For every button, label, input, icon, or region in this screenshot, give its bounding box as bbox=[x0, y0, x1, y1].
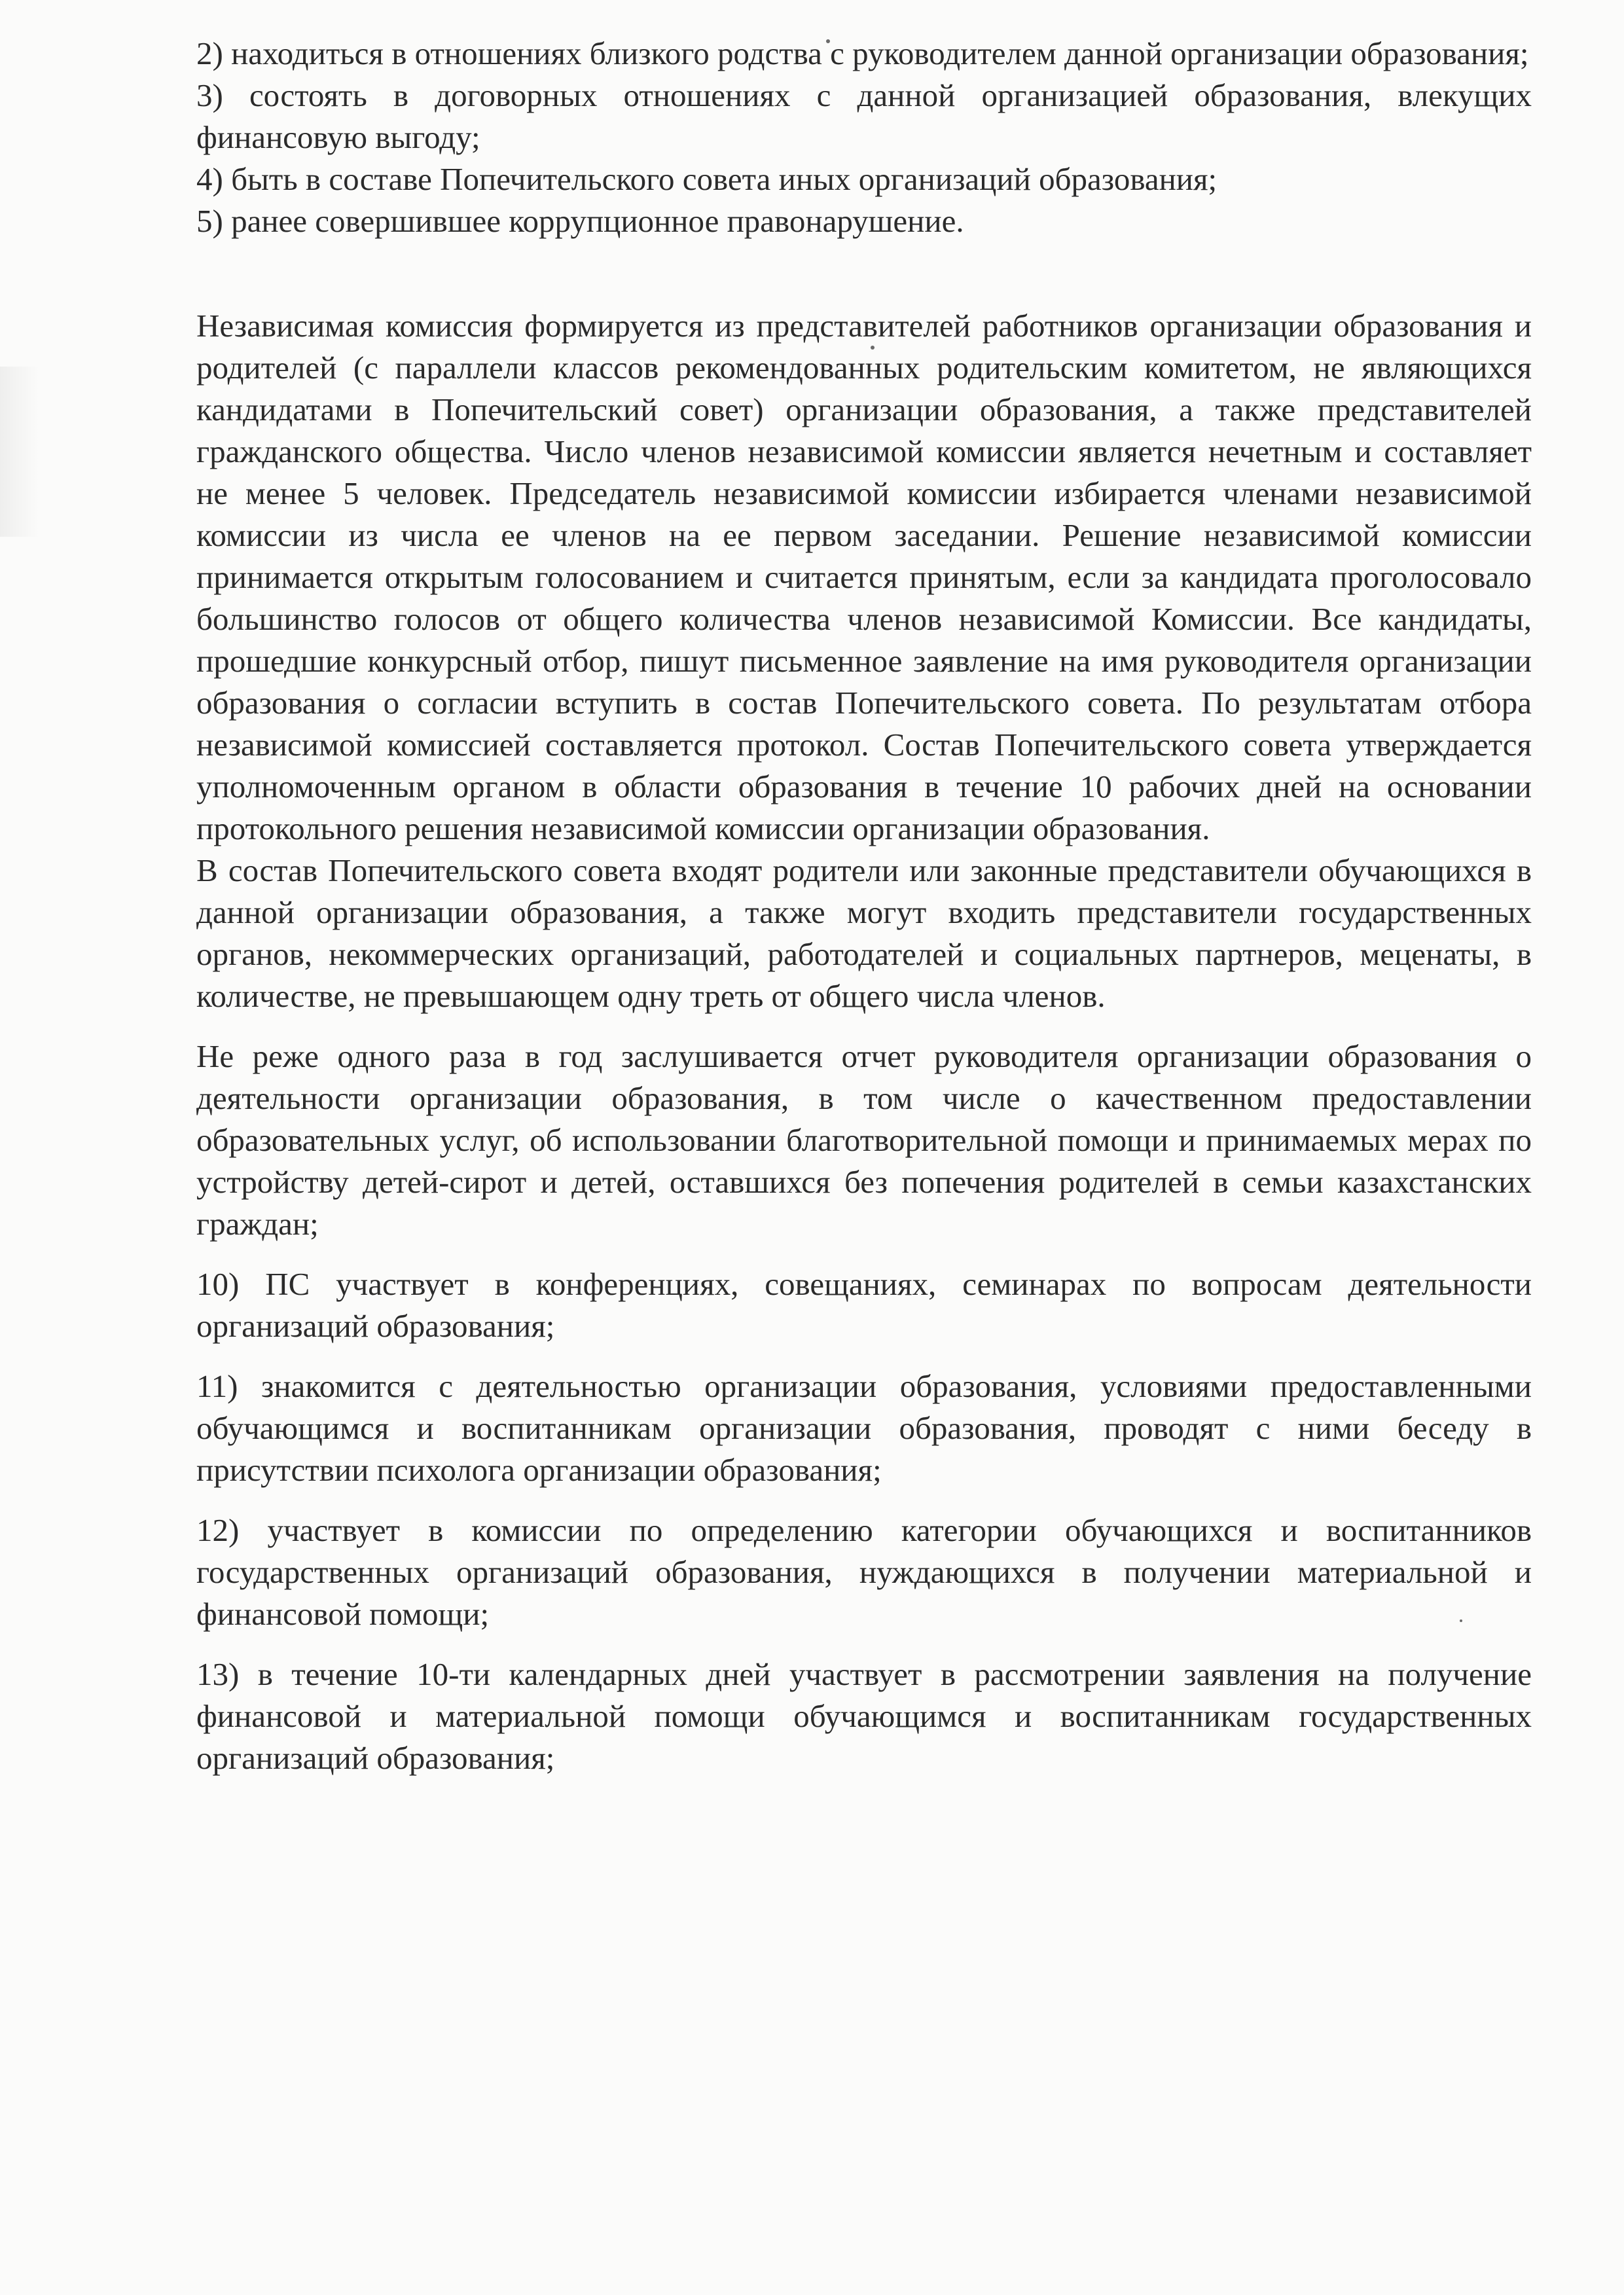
list-item-5: 5) ранее совершившее коррупционное правонарушение. bbox=[196, 203, 964, 239]
list-item-12: 12) участвует в комиссии по определению категории обучающихся и воспитанников государственных организаций образования, нуждающихся в получении материальной и финансовой помощи; bbox=[196, 1512, 1532, 1632]
paragraph-independent-commission: Независимая комиссия формируется из представителей работников организации образования и родителей (с параллели классов рекомендованных родительским комитетом, не являющихся кандидатами в Попечительский совет) организации образования, а также представителей гражданского общества. Число членов независимой комиссии является нечетным и составляет не менее 5 человек. Председатель независимой комиссии избирается членами независимой комиссии из числа ее членов на ее первом заседании. Решение независимой комиссии принимается открытым голосованием и считается принятым, если за кандидата проголосовало большинство голосов от общего количества членов независимой Комиссии. Все кандидаты, прошедшие конкурсный отбор, пишут письменное заявление на имя руководителя организации образования о согласии вступить в состав Попечительского совета. По результатам отбора независимой комиссией составляется протокол. Состав Попечительского совета утверждается уполномоченным органом в области образования в течение 10 рабочих дней на основании протокольного решения независимой комиссии организации образования. bbox=[196, 308, 1532, 846]
paragraph-annual-report: Не реже одного раза в год заслушивается отчет руководителя организации образования о деятельности организации образования, в том числе о качественном предоставлении образовательных услуг, об использовании благотворительной помощи и принимаемых мерах по устройству детей-сирот и детей, оставшихся без попечения родителей в семьи казахстанских граждан; bbox=[196, 1038, 1532, 1242]
list-item-2: 2) находиться в отношениях близкого родства с руководителем данной организации образования; bbox=[196, 35, 1529, 71]
list-item-11: 11) знакомится с деятельностью организации образования, условиями предоставленными обучающимся и воспитанникам организации образования, проводят с ними беседу в присутствии психолога организации образования; bbox=[196, 1368, 1532, 1488]
list-item-3: 3) состоять в договорных отношениях с данной организацией образования, влекущих финансовую выгоду; bbox=[196, 77, 1532, 155]
document-body bbox=[196, 33, 1532, 1779]
list-item-13: 13) в течение 10-ти календарных дней участвует в рассмотрении заявления на получение финансовой и материальной помощи обучающимся и воспитанникам государственных организаций образования; bbox=[196, 1656, 1532, 1776]
scan-shadow bbox=[0, 367, 39, 537]
list-item-4: 4) быть в составе Попечительского совета иных организаций образования; bbox=[196, 161, 1218, 197]
paragraph-board-composition: В состав Попечительского совета входят родители или законные представители обучающихся в данной организации образования, а также могут входить представители государственных органов, некоммерческих организаций, работодателей и социальных партнеров, меценаты, в количестве, не превышающем одну треть от общего числа членов. bbox=[196, 852, 1532, 1014]
list-item-10: 10) ПС участвует в конференциях, совещаниях, семинарах по вопросам деятельности организаций образования; bbox=[196, 1266, 1532, 1344]
